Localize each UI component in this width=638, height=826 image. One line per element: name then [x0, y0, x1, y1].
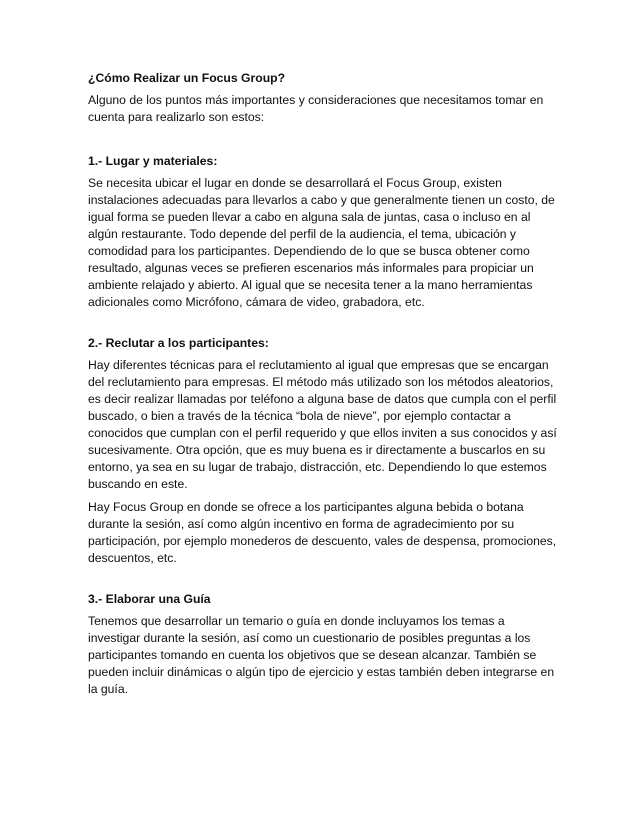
- spacer: [88, 311, 558, 335]
- section-paragraph: Hay Focus Group en donde se ofrece a los participantes alguna bebida o botana durante la sesión, así como algún incentivo en forma de agradecimiento por su participación, por ejemplo monederos de descuento, vales de despensa, promociones, descuentos, etc.: [88, 500, 557, 565]
- section-heading: 3.- Elaborar una Guía: [88, 592, 211, 606]
- document-title: ¿Cómo Realizar un Focus Group?: [88, 71, 286, 85]
- intro-paragraph: Alguno de los puntos más importantes y consideraciones que necesitamos tomar en cuenta para realizarlo son estos:: [88, 93, 544, 124]
- spacer: [88, 126, 558, 153]
- section-lugar-materiales: [88, 153, 558, 311]
- section-reclutar-participantes: [88, 335, 558, 567]
- section-paragraph: Hay diferentes técnicas para el reclutamiento al igual que empresas que se encargan del reclutamiento para empresas. El método más utilizado son los métodos aleatorios, es decir realizar llamadas por teléfono a alguna base de datos que cumpla con el perfil buscado, o bien a través de la técnica “bola de nieve”, por ejemplo contactar a conocidos que cumplan con el perfil requerido y que ellos inviten a sus conocidos y así sucesivamente. Otra opción, que es muy buena es ir directamente a buscarlos en su entorno, ya sea en su lugar de trabajo, distracción, etc. Dependiendo lo que estemos buscando en este.: [88, 358, 557, 491]
- document-page: [88, 70, 558, 698]
- section-elaborar-guia: [88, 591, 558, 698]
- section-heading: 1.- Lugar y materiales:: [88, 154, 218, 168]
- section-paragraph: Tenemos que desarrollar un temario o guía en donde incluyamos los temas a investigar durante la sesión, así como un cuestionario de posibles preguntas a los participantes tomando en cuenta los objetivos que se desean alcanzar. También se pueden incluir dinámicas o algún tipo de ejercicio y estas también deben integrarse en la guía.: [88, 614, 555, 696]
- section-paragraph: Se necesita ubicar el lugar en donde se desarrollará el Focus Group, existen instalaciones adecuadas para llevarlos a cabo y que generalmente tienen un costo, de igual forma se pueden llevar a cabo en alguna sala de juntas, casa o incluso en al algún restaurante. Todo depende del perfil de la audiencia, el tema, ubicación y comodidad para los participantes. Dependiendo de lo que se busca obtener como resultado, algunas veces se prefieren escenarios más informales para propiciar un ambiente relajado y abierto. Al igual que se necesita tener a la mano herramientas adicionales como Micrófono, cámara de video, grabadora, etc.: [88, 176, 555, 309]
- section-heading: 2.- Reclutar a los participantes:: [88, 336, 269, 350]
- spacer: [88, 567, 558, 591]
